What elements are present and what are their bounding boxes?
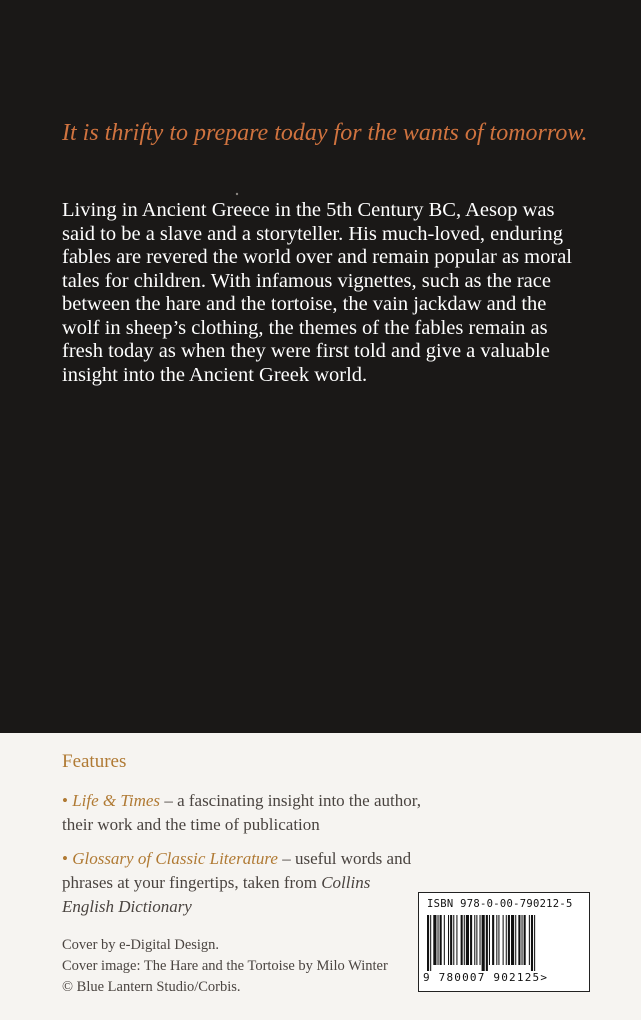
barcode-bar	[511, 915, 514, 965]
barcode-bar	[524, 915, 526, 965]
feature-bullet: •	[62, 849, 68, 868]
features-heading: Features	[62, 751, 127, 772]
barcode-bar	[433, 915, 436, 965]
barcode-bar	[461, 915, 463, 965]
barcode-bar	[489, 915, 490, 965]
barcode-bar	[450, 915, 452, 965]
isbn-label: ISBN 978-0-00-790212-5	[427, 898, 573, 910]
barcode-bar	[515, 915, 516, 965]
barcode-bar	[496, 915, 497, 965]
barcode-bar	[529, 915, 530, 965]
feature-title: Glossary of Classic Literature	[72, 849, 278, 868]
feature-text: – useful words and phrases at your fingertips, taken from	[62, 849, 412, 892]
barcode-bar	[440, 915, 442, 965]
barcode-bar	[430, 915, 431, 971]
barcode-number	[423, 971, 585, 984]
barcode-bar	[474, 915, 475, 965]
barcode-bar	[534, 915, 535, 971]
feature-item-glossary	[62, 847, 422, 919]
barcode-bar	[464, 915, 465, 965]
barcode-bar	[522, 915, 523, 965]
barcode-bar	[503, 915, 504, 965]
barcode-bar	[453, 915, 454, 965]
barcode-box	[418, 892, 590, 992]
barcode-bar	[480, 915, 481, 965]
cover-image-credit: Cover image: The Hare and the Tortoise by Milo Winter © Blue Lantern Studio/Corbis.	[62, 958, 388, 995]
barcode-bar	[427, 915, 429, 971]
feature-bullet: •	[62, 791, 68, 810]
barcode-bar	[476, 915, 477, 965]
barcode-bar	[470, 915, 472, 965]
barcode-bar	[518, 915, 520, 965]
barcode-bar	[456, 915, 457, 965]
barcode-bar	[498, 915, 499, 965]
barcode-bar	[448, 915, 449, 965]
barcode-bar	[492, 915, 494, 965]
feature-title: Life & Times	[72, 791, 161, 810]
barcode-bar	[486, 915, 488, 971]
barcode-bar	[466, 915, 469, 965]
credits	[62, 935, 402, 998]
barcode-bar	[531, 915, 533, 971]
barcode-icon	[427, 915, 581, 971]
quote: It is thrifty to prepare today for the wants of tomorrow.	[62, 120, 588, 146]
blurb	[62, 199, 582, 387]
feature-source: Collins English Dictionary	[62, 873, 371, 916]
blurb-text: Living in Ancient Greece in the 5th Century BC, Aesop was said to be a slave and a storyteller. His much-loved, enduring fables are revered the world over and remain popular as moral tales for children. With infamous vignettes, such as the race between the hare and the tortoise, the vain jackdaw and the wolf in sheep’s clothing, the themes of the fables remain as fresh today as when they were first told and give a valuable insight into the Ancient Greek world.	[62, 199, 572, 386]
barcode-bar	[506, 915, 507, 965]
barcode-bar	[438, 915, 439, 965]
feature-text: – a fascinating insight into the author, their work and the time of publication	[62, 791, 421, 834]
barcode-bar	[444, 915, 445, 965]
barcode-bar	[482, 915, 485, 971]
cover-design-credit: Cover by e-Digital Design.	[62, 937, 220, 953]
barcode-bar	[508, 915, 510, 965]
barcode-digits: 9 780007 902125	[423, 971, 541, 984]
feature-item-life-and-times	[62, 789, 422, 837]
barcode-arrow: >	[540, 971, 549, 984]
